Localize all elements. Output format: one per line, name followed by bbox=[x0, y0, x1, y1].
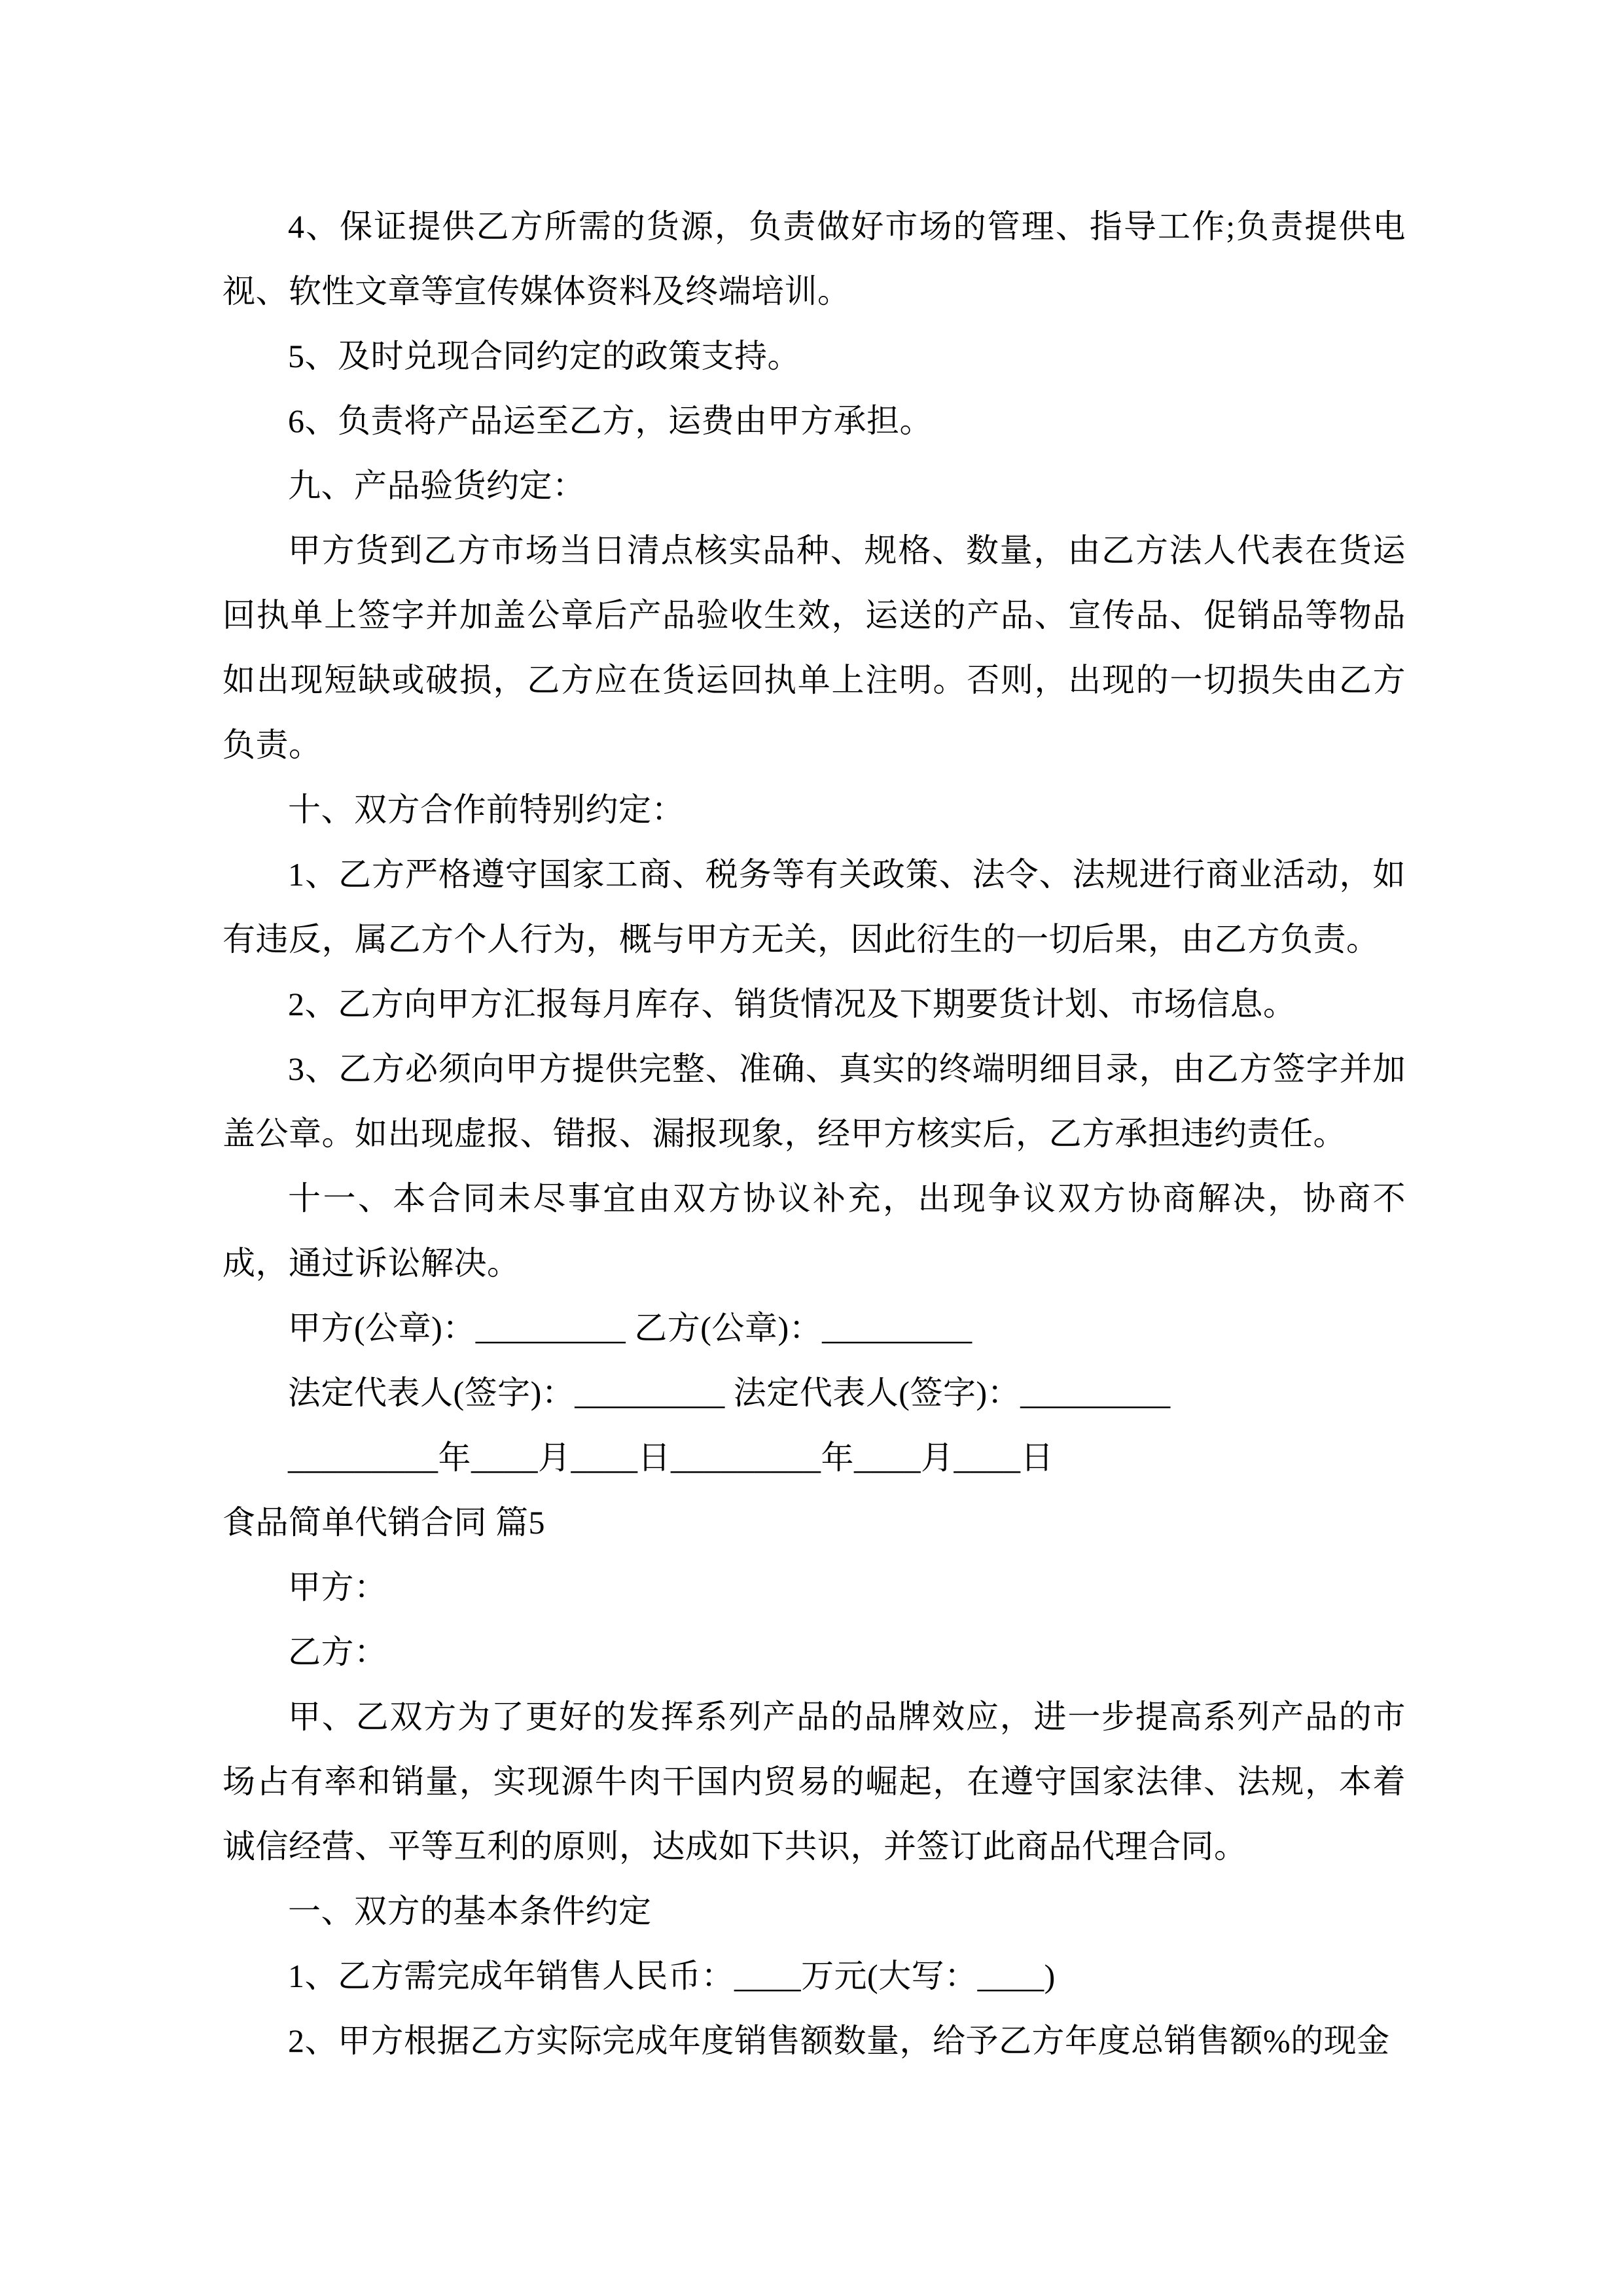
section-1-item-1: 1、乙方需完成年销售人民币：____万元(大写：____) bbox=[288, 1958, 1056, 1994]
contract-title-part-5: 食品简单代销合同 篇5 bbox=[223, 1504, 545, 1541]
clause-4: 4、保证提供乙方所需的货源，负责做好市场的管理、指导工作;负责提供电视、软性文章等宣传媒体资料及终端培训。 bbox=[223, 208, 1406, 310]
party-a-line: 甲方： bbox=[288, 1569, 387, 1605]
section-11: 十一、本合同未尽事宜由双方协议补充，出现争议双方协商解决，协商不成，通过诉讼解决。 bbox=[223, 1180, 1406, 1282]
section-10-item-1: 1、乙方严格遵守国家工商、税务等有关政策、法令、法规进行商业活动，如有违反，属乙方个人行为，概与甲方无关，因此衍生的一切后果，由乙方负责。 bbox=[223, 856, 1406, 958]
signature-seal-line: 甲方(公章)：_________ 乙方(公章)：_________ bbox=[288, 1310, 972, 1346]
signature-representative-line: 法定代表人(签字)：_________ 法定代表人(签字)：_________ bbox=[288, 1374, 1171, 1411]
signature-date-line: _________年____月____日_________年____月____日 bbox=[288, 1439, 1054, 1476]
section-1-heading: 一、双方的基本条件约定 bbox=[288, 1893, 652, 1929]
section-9-heading: 九、产品验货约定： bbox=[288, 467, 586, 504]
section-9-body: 甲方货到乙方市场当日清点核实品种、规格、数量，由乙方法人代表在货运回执单上签字并加盖公章后产品验收生效，运送的产品、宣传品、促销品等物品如出现短缺或破损，乙方应在货运回执单上注明。否则，出现的一切损失由乙方负责。 bbox=[223, 532, 1406, 763]
preamble: 甲、乙双方为了更好的发挥系列产品的品牌效应，进一步提高系列产品的市场占有率和销量，实现源牛肉干国内贸易的崛起，在遵守国家法律、法规，本着诚信经营、平等互利的原则，达成如下共识，并签订此商品代理合同。 bbox=[223, 1698, 1406, 1865]
section-10-item-3: 3、乙方必须向甲方提供完整、准确、真实的终端明细目录，由乙方签字并加盖公章。如出现虚报、错报、漏报现象，经甲方核实后，乙方承担违约责任。 bbox=[223, 1050, 1406, 1152]
party-b-line: 乙方： bbox=[288, 1634, 387, 1670]
section-10-heading: 十、双方合作前特别约定： bbox=[288, 791, 685, 828]
clause-6: 6、负责将产品运至乙方，运费由甲方承担。 bbox=[288, 403, 933, 439]
section-10-item-2: 2、乙方向甲方汇报每月库存、销货情况及下期要货计划、市场信息。 bbox=[288, 986, 1296, 1022]
section-1-item-2: 2、甲方根据乙方实际完成年度销售额数量，给予乙方年度总销售额%的现金 bbox=[288, 2022, 1390, 2059]
clause-5: 5、及时兑现合同约定的政策支持。 bbox=[288, 338, 800, 374]
